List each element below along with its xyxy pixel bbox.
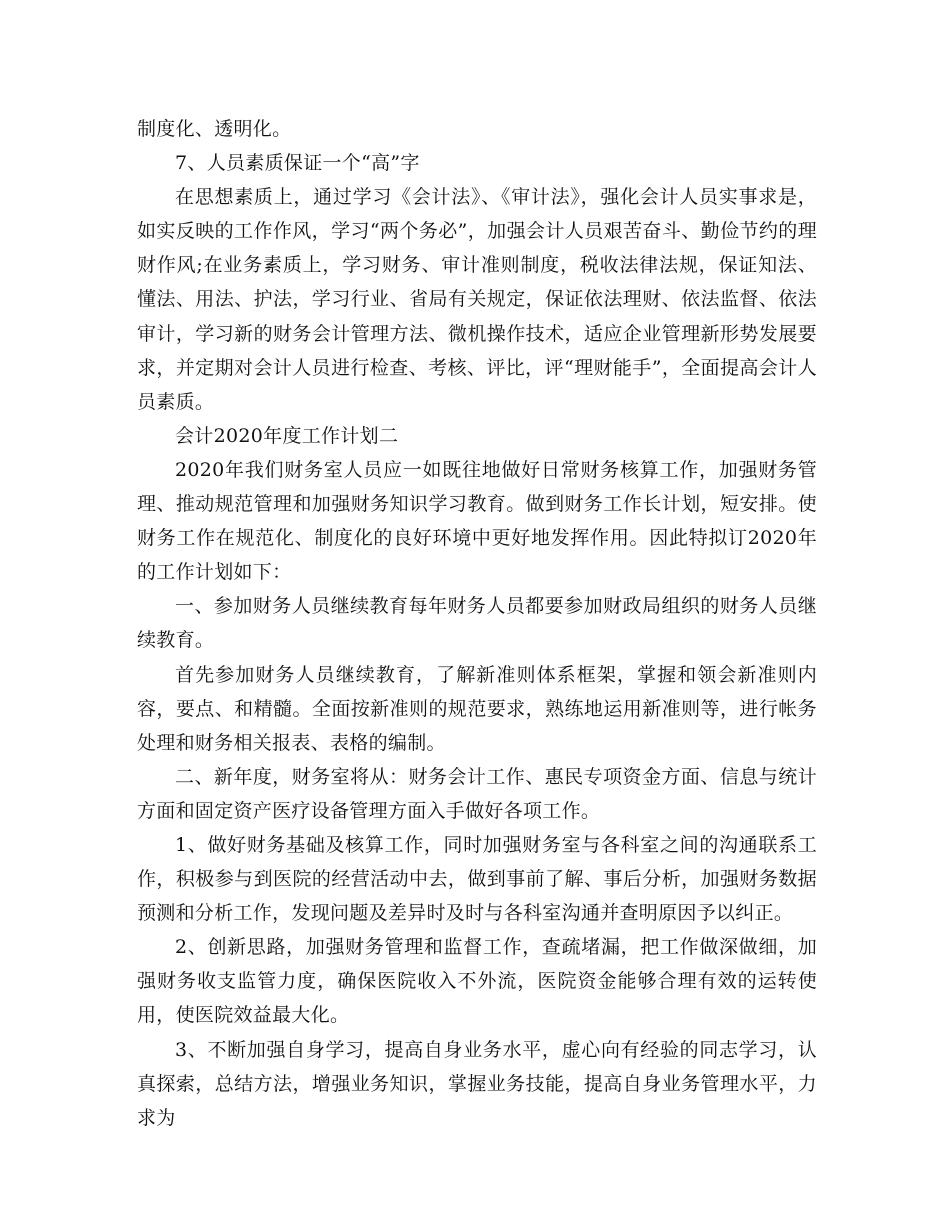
paragraph-plan-intro: 2020年我们财务室人员应一如既往地做好日常财务核算工作，加强财务管理、推动规范管理和加强财务知识学习教育。做到财务工作长计划，短安排。使财务工作在规范化、制度化的良好环境中更好地发挥作用。因此特拟订2020年的工作计划如下：: [137, 458, 817, 584]
section-heading-personnel-quality: 7、人员素质保证一个“高”字: [175, 152, 420, 175]
paragraph-subitem-2: 2、创新思路，加强财务管理和监督工作，查疏堵漏，把工作做深做细，加强财务收支监管力度，确保医院收入不外流，医院资金能够合理有效的运转使用，使医院效益最大化。: [137, 936, 817, 1027]
paragraph-item-two: 二、新年度，财务室将从：财务会计工作、惠民专项资金方面、信息与统计方面和固定资产医疗设备管理方面入手做好各项工作。: [137, 765, 817, 822]
paragraph-subitem-1: 1、做好财务基础及核算工作，同时加强财务室与各科室之间的沟通联系工作，积极参与到医院的经营活动中去，做到事前了解、事后分析，加强财务数据预测和分析工作，发现问题及差异时及时与各科室沟通并查明原因予以纠正。: [137, 833, 817, 925]
paragraph-personnel-quality: 在思想素质上，通过学习《会计法》、《审计法》，强化会计人员实事求是，如实反映的工作作风，学习“两个务必”，加强会计人员艰苦奋斗、勤俭节约的理财作风;在业务素质上，学习财务、审计准则制度，税收法律法规，保证知法、懂法、用法、护法，学习行业、省局有关规定，保证依法理财、依法监督、依法审计，学习新的财务会计管理方法、微机操作技术，适应企业管理新形势发展要求，并定期对会计人员进行检查、考核、评比，评“理财能手”，全面提高会计人员素质。: [137, 186, 817, 413]
document-body: [137, 112, 817, 1135]
paragraph-continuation: 制度化、透明化。: [137, 118, 292, 140]
paragraph-subitem-3: 3、不断加强自身学习，提高自身业务水平，虚心向有经验的同志学习，认真探索，总结方法，增强业务知识，掌握业务技能，提高自身业务管理水平，力求为: [137, 1038, 817, 1129]
paragraph-continuing-education: 首先参加财务人员继续教育，了解新准则体系框架，掌握和领会新准则内容，要点、和精髓。全面按新准则的规范要求，熟练地运用新准则等，进行帐务处理和财务相关报表、表格的编制。: [137, 663, 817, 754]
paragraph-item-one: 一、参加财务人员继续教育每年财务人员都要参加财政局组织的财务人员继续教育。: [137, 595, 817, 652]
section-heading-plan-two: 会计2020年度工作计划二: [175, 424, 399, 447]
